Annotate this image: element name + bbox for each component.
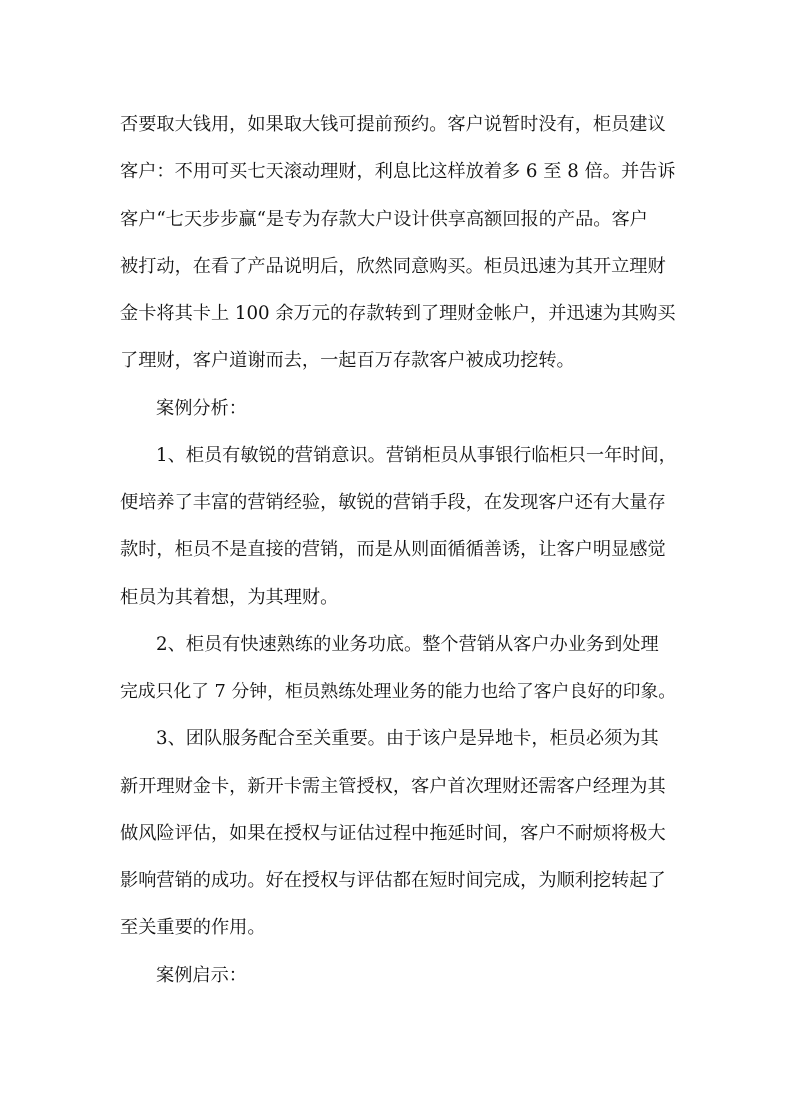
paragraph-line: 完成只化了 7 分钟，柜员熟练处理业务的能力也给了客户良好的印象。 (120, 681, 677, 702)
paragraph-line: 金卡将其卡上 100 余万元的存款转到了理财金帐户，并迅速为其购买 (120, 303, 676, 324)
paragraph-line: 1、柜员有敏锐的营销意识。营销柜员从事银行临柜只一年时间， (156, 445, 677, 466)
paragraph-line: 3、团队服务配合至关重要。由于该户是异地卡，柜员必须为其 (156, 728, 659, 749)
paragraph-line: 新开理财金卡，新开卡需主管授权，客户首次理财还需客户经理为其 (120, 776, 666, 797)
paragraph-line: 款时，柜员不是直接的营销，而是从则面循循善诱，让客户明显感觉 (120, 539, 666, 560)
paragraph-line: 被打动，在看了产品说明后，欣然同意购买。柜员迅速为其开立理财 (120, 256, 666, 277)
paragraph-line: 否要取大钱用，如果取大钱可提前预约。客户说暂时没有，柜员建议 (120, 114, 666, 135)
paragraph-line: 便培养了丰富的营销经验，敏锐的营销手段，在发现客户还有大量存 (120, 492, 666, 513)
paragraph-line: 客户“七天步步赢“是专为存款大户设计供享高额回报的产品。客户 (120, 209, 648, 230)
paragraph-line: 柜员为其着想，为其理财。 (120, 587, 339, 608)
section-heading-case-insights: 案例启示： (156, 965, 247, 986)
paragraph-line: 了理财，客户道谢而去，一起百万存款客户被成功挖转。 (120, 350, 575, 371)
paragraph-line: 影响营销的成功。好在授权与评估都在短时间完成，为顺利挖转起了 (120, 870, 666, 891)
paragraph-line: 客户：不用可买七天滚动理财，利息比这样放着多 6 至 8 倍。并告诉 (120, 161, 676, 182)
section-heading-case-analysis: 案例分析： (156, 398, 247, 419)
paragraph-line: 2、柜员有快速熟练的业务功底。整个营销从客户办业务到处理 (156, 634, 659, 655)
paragraph-line: 至关重要的作用。 (120, 917, 266, 938)
paragraph-line: 做风险评估，如果在授权与证估过程中拖延时间，客户不耐烦将极大 (120, 823, 666, 844)
